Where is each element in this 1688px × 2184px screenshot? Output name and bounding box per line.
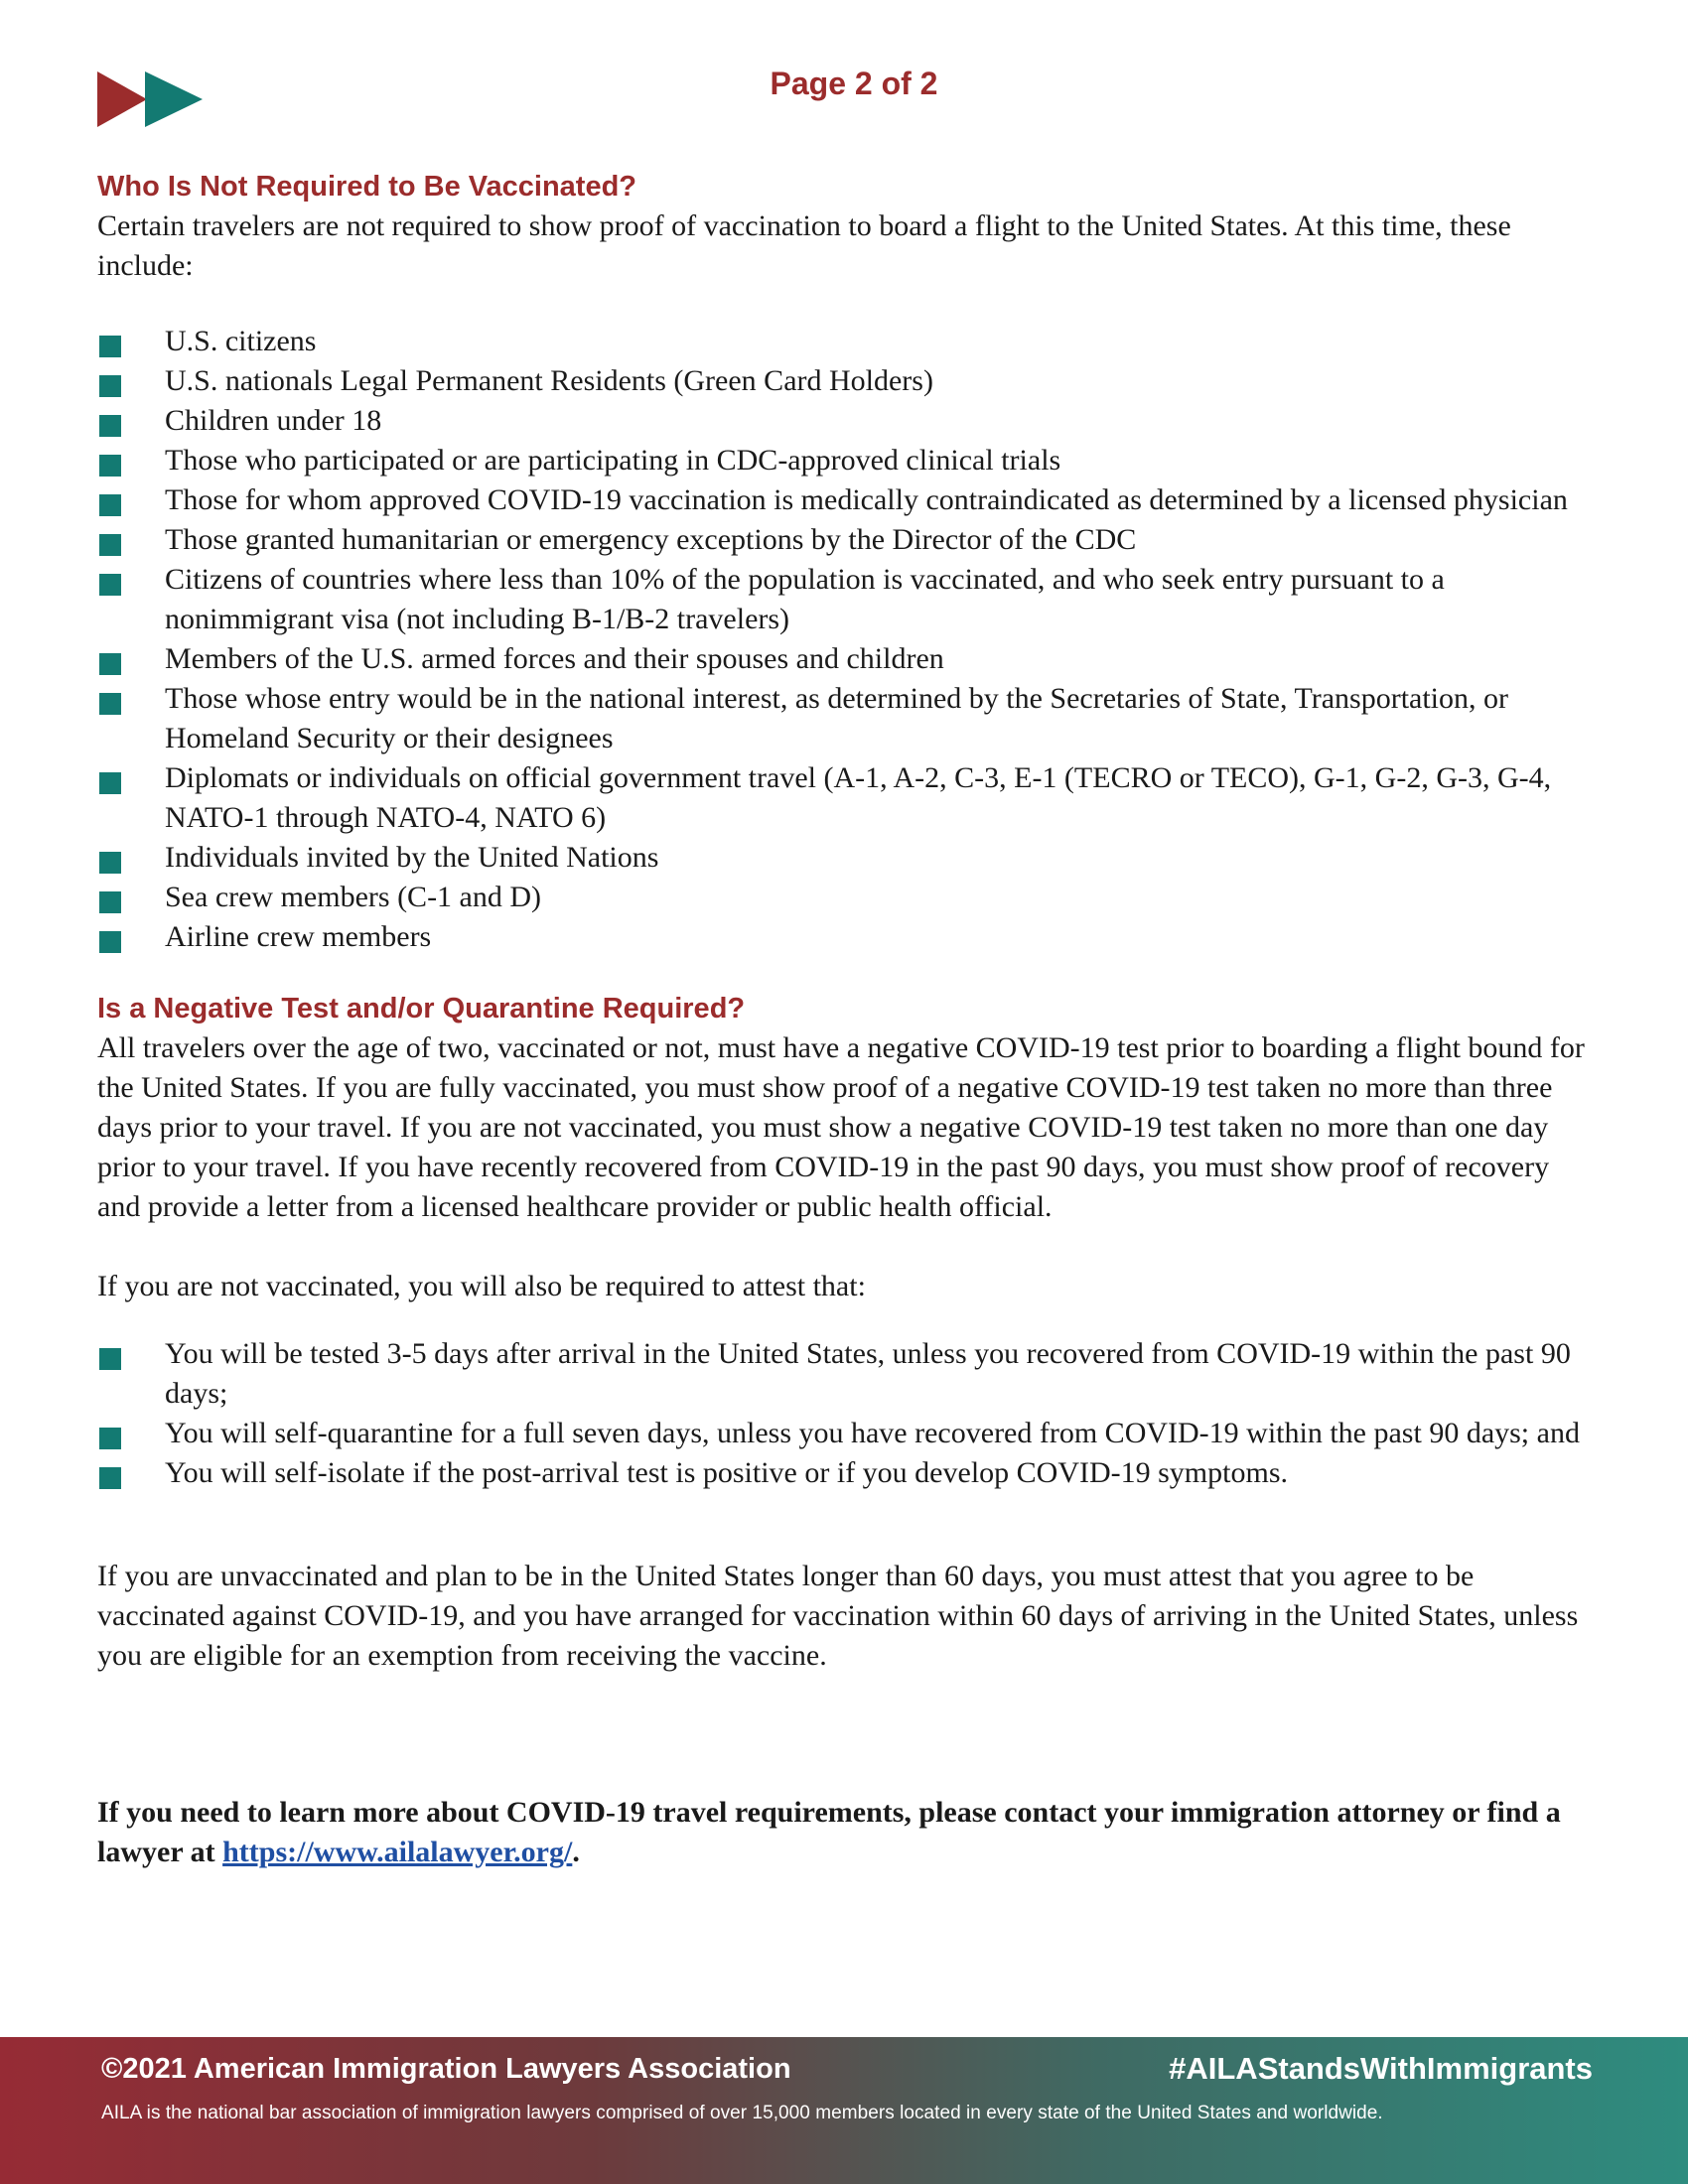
list-item <box>97 1453 1597 1493</box>
test-requirement-paragraph: All travelers over the age of two, vaccinated or not, must have a negative COVID-19 test prior to boarding a flight bound for the United States. If you are fully vaccinated, you must show proof of a negative COVID-19 test taken no more than three days prior to your travel. If you are not vaccinated, you must show a negative COVID-19 test taken no more than one day prior to your travel. If you have recently recovered from COVID-19 in the past 90 days, you must show proof of recovery and provide a letter from a licensed healthcare provider or public health official. <box>97 1031 1585 1223</box>
square-bullet-icon <box>99 375 121 397</box>
contact-call-to-action <box>97 1793 1597 1872</box>
list-item-text: Children under 18 <box>165 404 382 437</box>
square-bullet-icon <box>99 336 121 357</box>
section-heading-not-required: Who Is Not Required to Be Vaccinated? <box>97 171 637 203</box>
list-item <box>97 401 1597 441</box>
list-item <box>97 679 1597 758</box>
list-item <box>97 480 1597 520</box>
cta-text: If you need to learn more about COVID-19 travel requirements, please contact your immigration attorney or find a lawyer at <box>97 1796 1561 1868</box>
main-content <box>97 167 1597 1872</box>
section-heading-test-quarantine: Is a Negative Test and/or Quarantine Required? <box>97 993 746 1024</box>
list-item-text: Individuals invited by the United Nations <box>165 841 659 874</box>
list-item-text: You will self-quarantine for a full seven days, unless you have recovered from COVID-19 within the past 90 days; and <box>165 1417 1580 1449</box>
list-item <box>97 639 1597 679</box>
footer-copyright: ©2021 American Immigration Lawyers Association <box>101 2053 791 2085</box>
list-item-text: Sea crew members (C-1 and D) <box>165 881 542 913</box>
square-bullet-icon <box>99 415 121 437</box>
list-item <box>97 361 1597 401</box>
list-item <box>97 878 1597 917</box>
test-quarantine-section <box>97 989 1597 1676</box>
list-item <box>97 758 1597 838</box>
square-bullet-icon <box>99 852 121 874</box>
list-item-text: Airline crew members <box>165 920 432 953</box>
not-required-list <box>97 322 1597 957</box>
page-indicator: Page 2 of 2 <box>770 66 938 101</box>
attest-list <box>97 1334 1597 1493</box>
long-stay-paragraph: If you are unvaccinated and plan to be in the United States longer than 60 days, you must attest that you agree to be vaccinated against COVID-19, and you have arranged for vaccination within 60 days of arriving in the United States, unless you are eligible for an exemption from receiving the vaccine. <box>97 1560 1579 1672</box>
list-item-text: Those granted humanitarian or emergency exceptions by the Director of the CDC <box>165 523 1137 556</box>
list-item <box>97 838 1597 878</box>
list-item-text: U.S. citizens <box>165 325 317 357</box>
list-item <box>97 520 1597 560</box>
not-required-section <box>97 167 1597 957</box>
list-item <box>97 1414 1597 1453</box>
list-item-text: You will be tested 3-5 days after arrival in the United States, unless you recovered from COVID-19 within the past 90 days; <box>165 1337 1571 1410</box>
square-bullet-icon <box>99 772 121 794</box>
footer-description: AILA is the national bar association of immigration lawyers comprised of over 15,000 members located in every state of the United States and worldwide. <box>101 2103 1383 2123</box>
not-required-intro: Certain travelers are not required to show proof of vaccination to board a flight to the United States. At this time, these include: <box>97 209 1511 282</box>
aila-lawyer-link[interactable]: https://www.ailalawyer.org/ <box>222 1836 573 1868</box>
list-item-text: Those who participated or are participating in CDC-approved clinical trials <box>165 444 1061 477</box>
square-bullet-icon <box>99 653 121 675</box>
square-bullet-icon <box>99 1348 121 1370</box>
list-item <box>97 917 1597 957</box>
list-item-text: Diplomats or individuals on official government travel (A-1, A-2, C-3, E-1 (TECRO or TECO), G-1, G-2, G-3, G-4, NATO-1 through NATO-4, NATO 6) <box>165 761 1552 834</box>
list-item <box>97 1334 1597 1414</box>
square-bullet-icon <box>99 931 121 953</box>
square-bullet-icon <box>99 494 121 516</box>
square-bullet-icon <box>99 574 121 596</box>
list-item-text: Those whose entry would be in the national interest, as determined by the Secretaries of State, Transportation, or Homeland Security or their designees <box>165 682 1509 754</box>
list-item-text: Citizens of countries where less than 10% of the population is vaccinated, and who seek entry pursuant to a nonimmigrant visa (not including B-1/B-2 travelers) <box>165 563 1445 635</box>
list-item <box>97 441 1597 480</box>
list-item <box>97 560 1597 639</box>
list-item-text: Members of the U.S. armed forces and their spouses and children <box>165 642 944 675</box>
square-bullet-icon <box>99 891 121 913</box>
square-bullet-icon <box>99 1467 121 1489</box>
square-bullet-icon <box>99 1428 121 1449</box>
cta-trailing: . <box>572 1836 580 1868</box>
footer-hashtag: #AILAStandsWithImmigrants <box>1169 2051 1593 2086</box>
list-item-text: Those for whom approved COVID-19 vaccination is medically contraindicated as determined by a licensed physician <box>165 483 1568 516</box>
square-bullet-icon <box>99 693 121 715</box>
list-item-text: U.S. nationals Legal Permanent Residents (Green Card Holders) <box>165 364 933 397</box>
list-item <box>97 322 1597 361</box>
attest-intro: If you are not vaccinated, you will also be required to attest that: <box>97 1270 866 1302</box>
footer-banner <box>0 2037 1688 2184</box>
square-bullet-icon <box>99 534 121 556</box>
square-bullet-icon <box>99 455 121 477</box>
list-item-text: You will self-isolate if the post-arrival test is positive or if you develop COVID-19 symptoms. <box>165 1456 1288 1489</box>
